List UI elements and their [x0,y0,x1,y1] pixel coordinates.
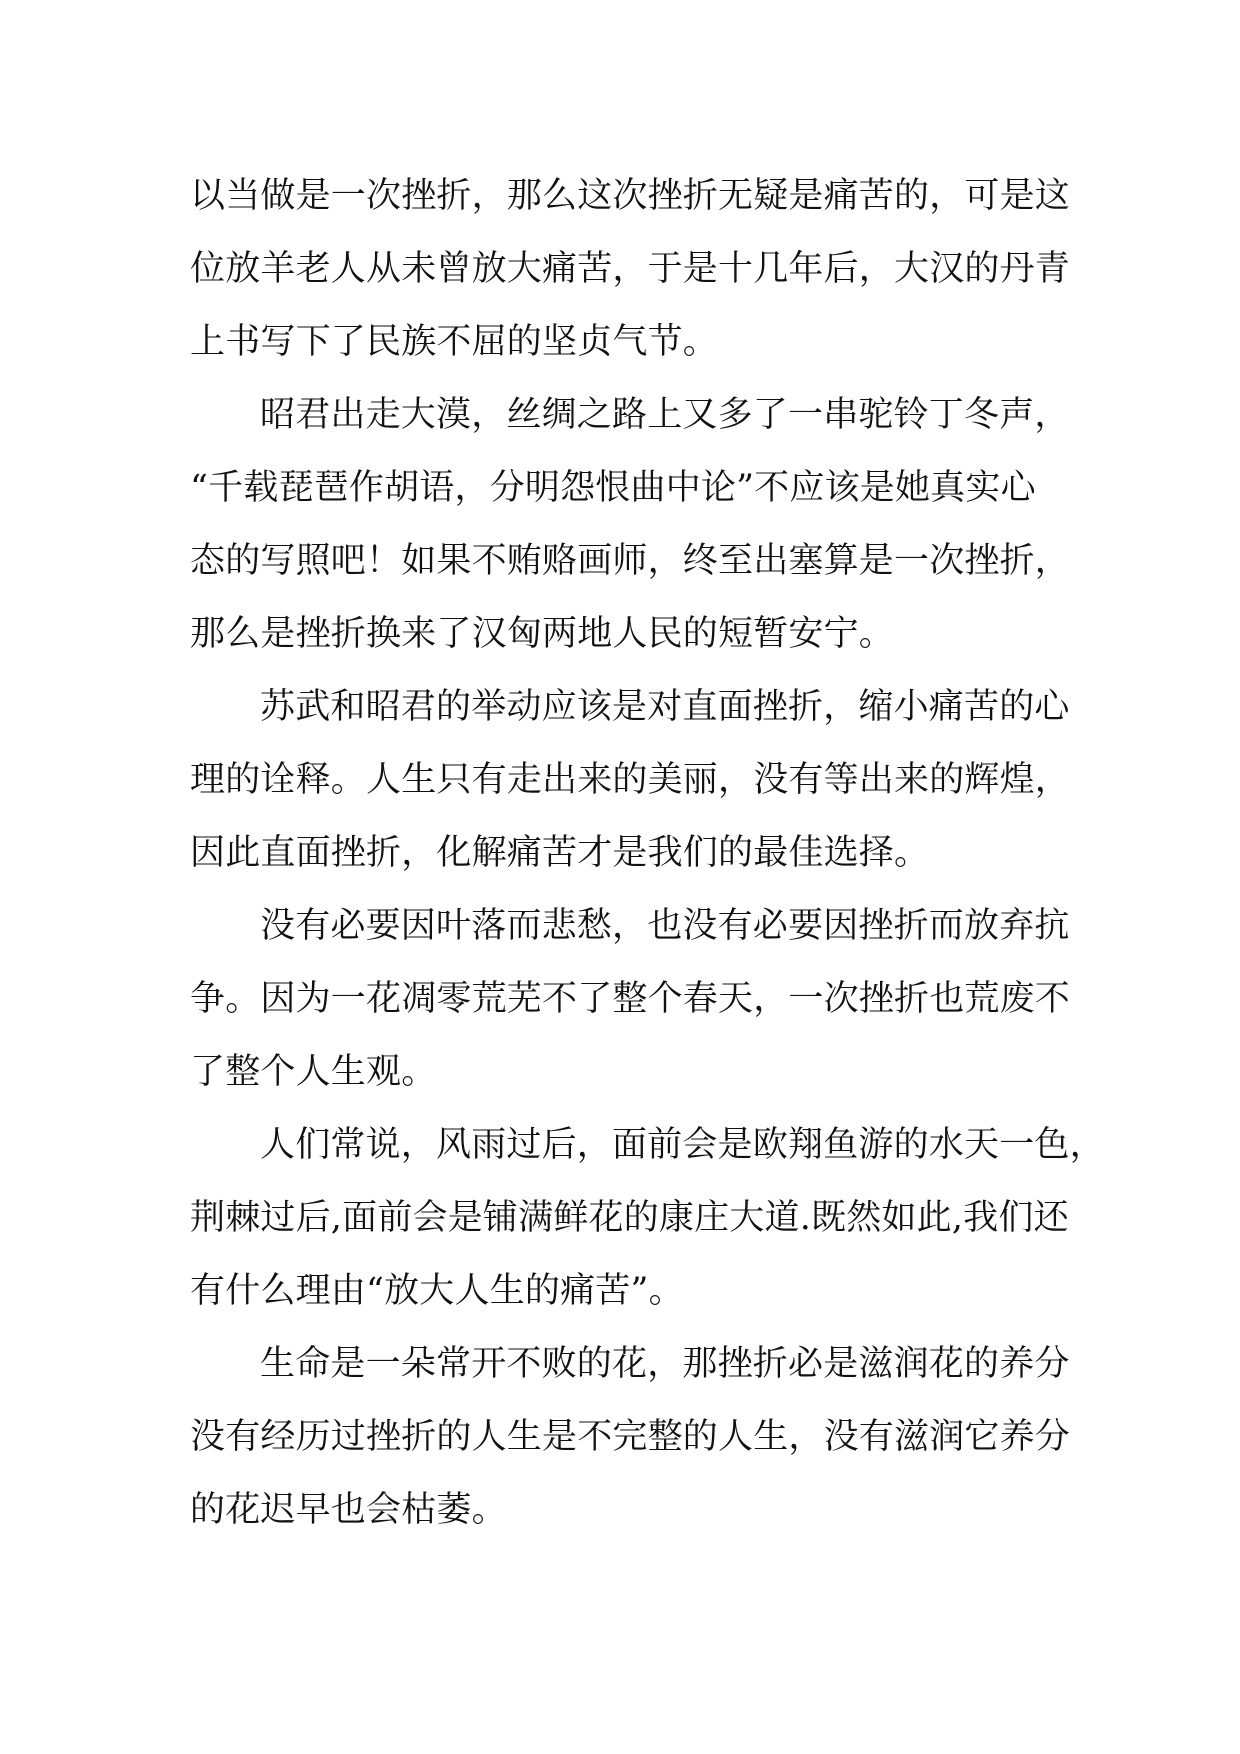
text-line: 昭君出走大漠，丝绸之路上又多了一串驼铃丁冬声， [260,395,1070,435]
text-line: 的花迟早也会枯萎。 [190,1490,507,1530]
text-line: 那么是挫折换来了汉匈两地人民的短暂安宁。 [190,614,895,654]
text-line: 生命是一朵常开不败的花，那挫折必是滋润花的养分 [260,1344,1070,1384]
paragraph-2 [190,387,1071,679]
text-line: “千载琵琶作胡语，分明怨恨曲中论”不应该是她真实心 [190,468,1036,508]
text-line: 争。因为一花凋零荒芜不了整个春天，一次挫折也荒废不 [190,979,1071,1019]
text-line: 因此直面挫折，化解痛苦才是我们的最佳选择。 [190,833,930,873]
text-line: 苏武和昭君的举动应该是对直面挫折，缩小痛苦的心 [260,687,1070,727]
text-line: 以当做是一次挫折，那么这次挫折无疑是痛苦的，可是这 [190,176,1071,216]
paragraph-6 [190,1336,1071,1555]
paragraph-3 [190,679,1071,898]
paragraph-1 [190,168,1071,387]
body-text [190,168,1105,1555]
text-line: 上书写下了民族不屈的坚贞气节。 [190,322,719,362]
text-line: 荆棘过后,面前会是铺满鲜花的康庄大道.既然如此,我们还 [190,1198,1069,1238]
text-line: 人们常说，风雨过后，面前会是欧翔鱼游的水天一色， [260,1125,1105,1165]
text-line: 理的诠释。人生只有走出来的美丽，没有等出来的辉煌， [190,760,1071,800]
text-line: 没有必要因叶落而悲愁，也没有必要因挫折而放弃抗 [260,906,1070,946]
text-line: 位放羊老人从未曾放大痛苦，于是十几年后，大汉的丹青 [190,249,1071,289]
text-line: 没有经历过挫折的人生是不完整的人生，没有滋润它养分 [190,1417,1071,1457]
text-line: 有什么理由“放大人生的痛苦”。 [190,1271,684,1311]
paragraph-5 [190,1117,1105,1336]
text-line: 态的写照吧！如果不贿赂画师，终至出塞算是一次挫折， [190,541,1071,581]
paragraph-4 [190,898,1071,1117]
text-line: 了整个人生观。 [190,1052,437,1092]
